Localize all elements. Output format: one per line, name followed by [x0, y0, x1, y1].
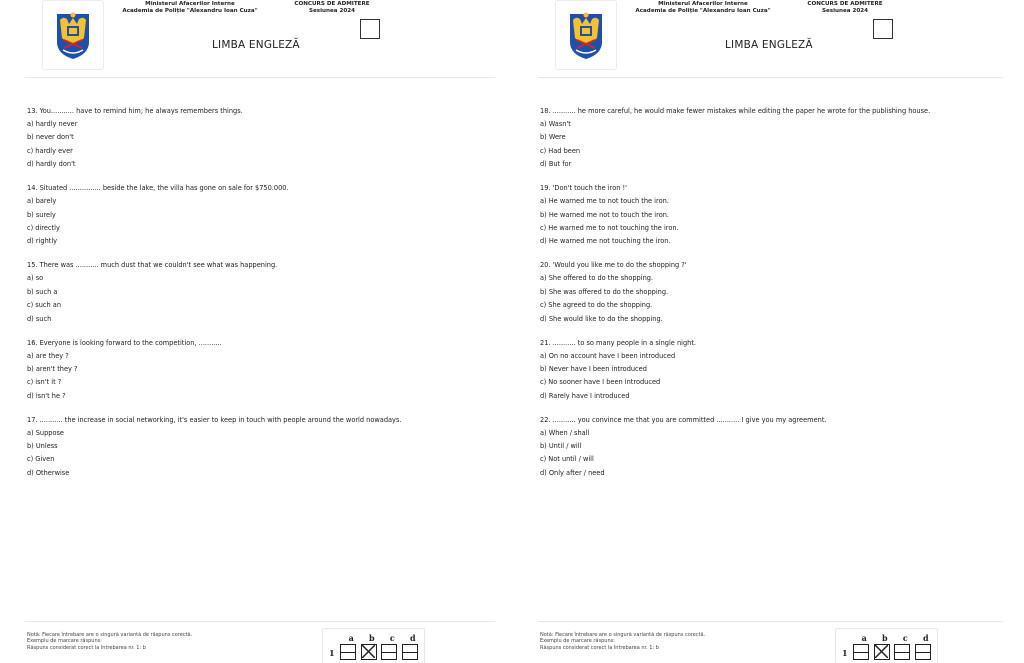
question-text: 15. There was ........... much dust that we couldn't see what was happening.	[27, 261, 278, 270]
option-a: a) Wasn't	[540, 120, 571, 128]
crossed-box-icon	[361, 644, 377, 660]
example-number: 1	[842, 648, 848, 658]
option-b: b) Were	[540, 133, 566, 142]
option-b: b) such a	[27, 287, 58, 296]
option-c: c) Given	[27, 455, 55, 464]
answer-note	[540, 632, 705, 651]
academy-name: Academia de Poliție "Alexandru Ioan Cuza"	[122, 8, 258, 14]
option-b: b) never don't	[27, 133, 74, 142]
option-a: a) hardly never	[27, 120, 78, 128]
option-d: d) isn't he ?	[27, 391, 66, 400]
letter-a: a	[861, 633, 867, 643]
example-letters	[854, 633, 936, 643]
option-a: a) On no account have I been introduced	[540, 351, 676, 360]
letter-d: d	[409, 633, 416, 643]
letter-a: a	[348, 633, 354, 643]
option-d: d) She would like to do the shopping.	[540, 314, 663, 323]
option-a: a) She offered to do the shopping.	[540, 274, 654, 283]
note-line: Notă: Fiecare întrebare are o singură variantă de răspuns corectă.	[540, 632, 706, 638]
question-19	[540, 184, 1003, 246]
subject-title: LIMBA ENGLEZĂ	[212, 39, 300, 51]
question-text: 20. 'Would you like me to do the shopping ?'	[540, 261, 687, 270]
ministry-name: Ministerul Afacerilor Interne	[145, 1, 235, 7]
letter-b: b	[368, 633, 375, 643]
option-a: a) He warned me to not touch the iron.	[540, 197, 669, 206]
option-b: b) She was offered to do the shopping.	[540, 287, 669, 296]
option-c: c) directly	[27, 223, 60, 232]
ministry-name: Ministerul Afacerilor Interne	[658, 1, 748, 7]
coat-of-arms-icon	[55, 10, 91, 60]
empty-box-icon	[853, 644, 869, 660]
letter-b: b	[881, 633, 888, 643]
option-b: b) surely	[27, 210, 56, 219]
option-d: d) But for	[540, 160, 572, 169]
option-d: d) hardly don't	[27, 160, 76, 169]
contest-title	[287, 1, 377, 15]
option-b: b) Until / will	[540, 442, 582, 451]
empty-box-icon	[340, 644, 356, 660]
question-text: 14. Situated ............... beside the lake, the villa has gone on sale for $750.000.	[27, 184, 289, 193]
academy-name: Academia de Poliție "Alexandru Ioan Cuza"	[635, 8, 771, 14]
option-d: d) Rarely have I introduced	[540, 391, 630, 400]
code-box	[360, 19, 380, 39]
question-22	[540, 416, 1003, 478]
question-20	[540, 261, 1003, 323]
empty-box-icon	[381, 644, 397, 660]
logo	[42, 0, 104, 70]
empty-box-icon	[894, 644, 910, 660]
option-c: c) Not until / will	[540, 455, 594, 464]
question-list	[27, 107, 495, 493]
option-c: c) No sooner have I been introduced	[540, 378, 661, 387]
option-b: b) He warned me not to touch the iron.	[540, 210, 670, 219]
question-text: 22. ........... you convince me that you are committed ........... I give you my agreement.	[540, 415, 827, 424]
option-c: c) hardly ever	[27, 146, 73, 155]
question-text: 18. ........... he more careful, he would make fewer mistakes while editing the paper he wrote for the publishing house.	[540, 107, 931, 115]
option-c: c) She agreed to do the shopping.	[540, 301, 653, 310]
option-b: b) aren't they ?	[27, 364, 78, 373]
logo	[555, 0, 617, 70]
contest-name: CONCURS DE ADMITERE	[807, 1, 883, 7]
empty-box-icon	[402, 644, 418, 660]
answer-note	[27, 632, 192, 651]
code-box	[873, 19, 893, 39]
letter-c: c	[389, 633, 395, 643]
note-line: Notă: Fiecare întrebare are o singură variantă de răspuns corectă.	[27, 632, 193, 638]
option-a: a) so	[27, 274, 44, 283]
question-14	[27, 184, 495, 246]
letter-c: c	[902, 633, 908, 643]
question-15	[27, 261, 495, 323]
option-a: a) barely	[27, 197, 57, 206]
page-footer	[25, 621, 495, 663]
question-list	[540, 107, 1003, 493]
option-b: b) Unless	[27, 442, 58, 451]
option-a: a) are they ?	[27, 351, 69, 360]
empty-box-icon	[915, 644, 931, 660]
option-d: d) He warned me not touching the iron.	[540, 237, 671, 246]
page-footer	[538, 621, 1003, 663]
question-text: 19. 'Don't touch the iron !'	[540, 184, 627, 193]
example-boxes	[853, 644, 935, 660]
page-header	[25, 0, 495, 78]
session-name: Sesiunea 2024	[821, 8, 869, 14]
page-header	[538, 0, 1003, 78]
letter-d: d	[922, 633, 929, 643]
question-18	[540, 107, 1003, 169]
contest-name: CONCURS DE ADMITERE	[294, 1, 370, 7]
question-text: 16. Everyone is looking forward to the competition, ...........	[27, 338, 222, 347]
organization-name	[628, 1, 778, 15]
example-number: 1	[329, 648, 335, 658]
note-line: Exemplu de marcare răspuns:	[27, 638, 102, 645]
exam-page-left	[25, 0, 495, 663]
contest-title	[800, 1, 890, 15]
option-c: c) He warned me to not touching the iron.	[540, 223, 679, 232]
option-d: d) such	[27, 314, 52, 323]
note-line: Exemplu de marcare răspuns:	[540, 638, 615, 645]
question-text: 13. You........... have to remind him; he always remembers things.	[27, 107, 243, 115]
organization-name	[115, 1, 265, 15]
option-a: a) When / shall	[540, 428, 590, 437]
question-text: 17. ........... the increase in social networking, it's easier to keep in touch with people around the world nowadays.	[27, 415, 402, 424]
option-a: a) Suppose	[27, 428, 64, 437]
exam-page-right	[538, 0, 1003, 663]
question-text: 21. ........... to so many people in a single night.	[540, 338, 697, 347]
option-d: d) rightly	[27, 237, 58, 246]
answer-marking-example	[835, 628, 938, 663]
option-c: c) such an	[27, 301, 62, 310]
question-21	[540, 339, 1003, 401]
question-17	[27, 416, 495, 478]
option-d: d) Only after / need	[540, 468, 605, 477]
example-boxes	[340, 644, 422, 660]
option-d: d) Otherwise	[27, 468, 70, 477]
note-line: Răspuns considerat corect la întrebarea nr. 1: b	[27, 644, 146, 651]
session-name: Sesiunea 2024	[308, 8, 356, 14]
subject-title: LIMBA ENGLEZĂ	[725, 39, 813, 51]
question-13	[27, 107, 495, 169]
coat-of-arms-icon	[568, 10, 604, 60]
option-c: c) isn't it ?	[27, 378, 62, 387]
answer-marking-example	[322, 628, 425, 663]
note-line: Răspuns considerat corect la întrebarea nr. 1: b	[540, 644, 659, 651]
example-letters	[341, 633, 423, 643]
crossed-box-icon	[874, 644, 890, 660]
option-b: b) Never have I been introduced	[540, 364, 647, 373]
option-c: c) Had been	[540, 146, 581, 155]
question-16	[27, 339, 495, 401]
